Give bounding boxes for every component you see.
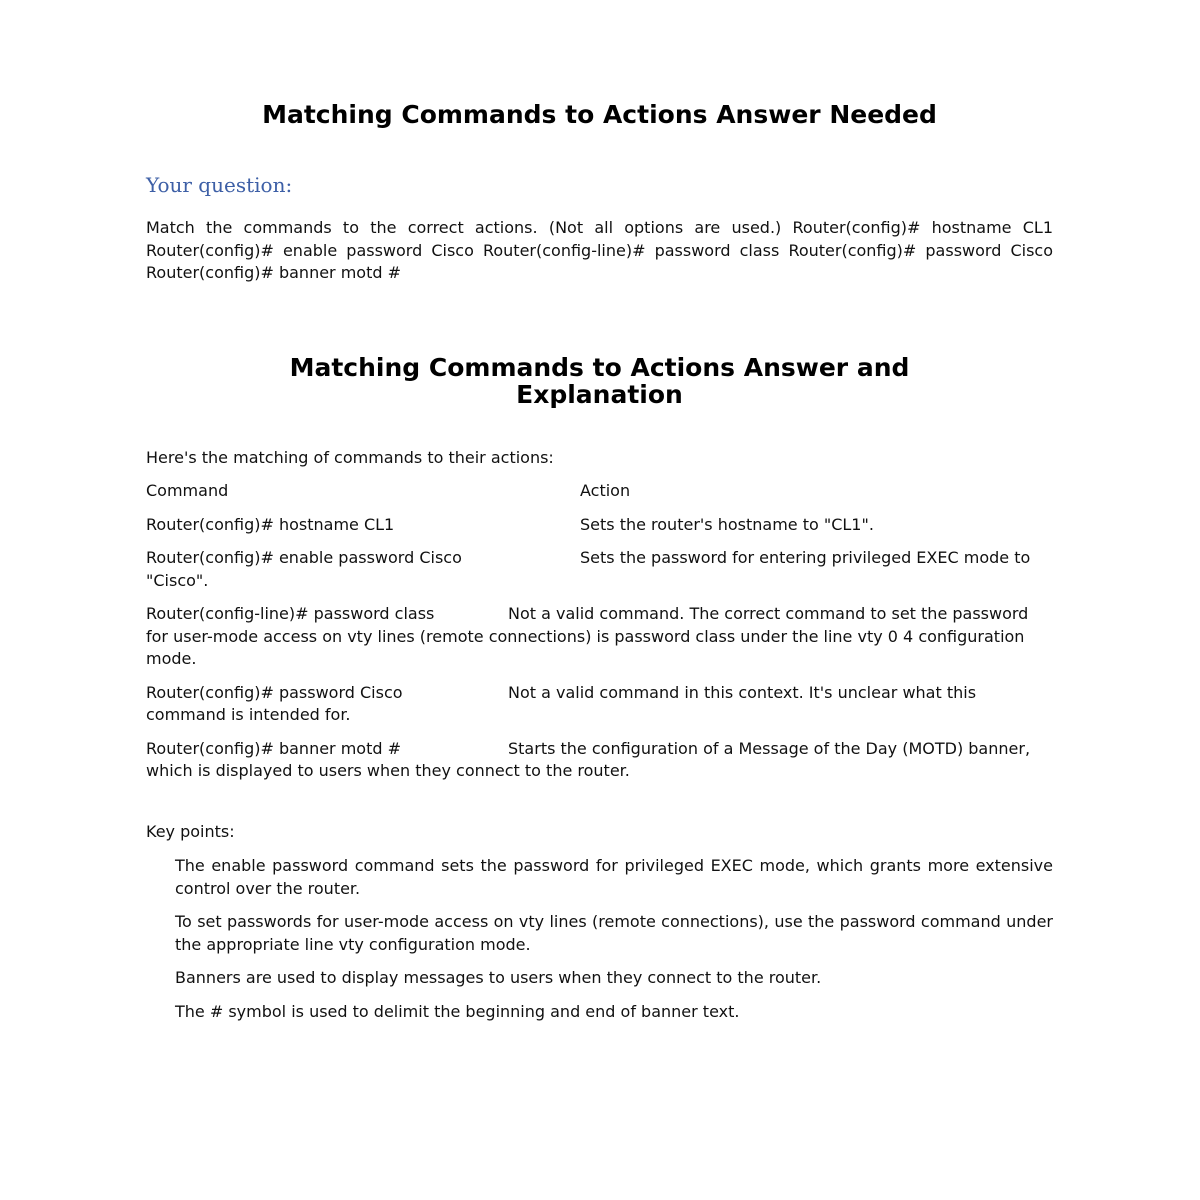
- question-label: Your question:: [146, 173, 293, 197]
- table-row-action: Not a valid command. The correct command to set the password for user-mode access on vty lines (remote connections) is password class under the line vty 0 4 configuration mode.: [146, 604, 1029, 668]
- list-item: To set passwords for user-mode access on vty lines (remote connections), use the password command under the appropriate line vty configuration mode.: [175, 912, 1053, 954]
- key-points-list: [175, 855, 1053, 1034]
- table-row-command: Router(config)# banner motd #: [146, 738, 402, 758]
- answer-intro: Here's the matching of commands to their actions:: [146, 448, 554, 467]
- answer-title: [146, 354, 1053, 408]
- table-row: [146, 603, 1053, 671]
- list-item: The # symbol is used to delimit the beginning and end of banner text.: [175, 1001, 740, 1021]
- answer-title-line2: Explanation: [516, 380, 683, 409]
- command-action-table: [146, 480, 1053, 794]
- table-row: [146, 682, 1053, 727]
- table-row-action: Sets the router's hostname to "CL1".: [580, 514, 874, 534]
- table-row-action: Starts the configuration of a Message of the Day (MOTD) banner, which is displayed to users when they connect to the router.: [146, 738, 1031, 780]
- table-header-command: Command: [146, 481, 229, 500]
- table-row-command: Router(config)# hostname CL1: [146, 514, 395, 534]
- table-row-command: Router(config)# password Cisco: [146, 682, 403, 702]
- table-row: [146, 547, 1053, 592]
- key-points-label: Key points:: [146, 822, 235, 841]
- page-title: Matching Commands to Actions Answer Needed: [262, 100, 937, 129]
- answer-title-line1: Matching Commands to Actions Answer and: [289, 353, 910, 382]
- list-item: The enable password command sets the password for privileged EXEC mode, which grants more extensive control over the router.: [175, 856, 1053, 898]
- table-row: [146, 738, 1053, 783]
- table-row-command: Router(config-line)# password class: [146, 604, 435, 623]
- table-header-row: [146, 480, 1053, 503]
- question-text: Match the commands to the correct actions. (Not all options are used.) Router(config)# hostname CL1 Router(config)# enable password Cisco Router(config-line)# password class Router(config)# password Cisco Router(config)# banner motd #: [146, 218, 1053, 282]
- table-row: [146, 514, 1053, 537]
- table-header-action: Action: [580, 481, 631, 500]
- table-row-command: Router(config)# enable password Cisco: [146, 548, 462, 567]
- table-row-action: Not a valid command in this context. It's unclear what this command is intended for.: [146, 682, 977, 724]
- table-row-action: Sets the password for entering privileged EXEC mode to "Cisco".: [146, 548, 1031, 590]
- list-item: Banners are used to display messages to users when they connect to the router.: [175, 968, 822, 987]
